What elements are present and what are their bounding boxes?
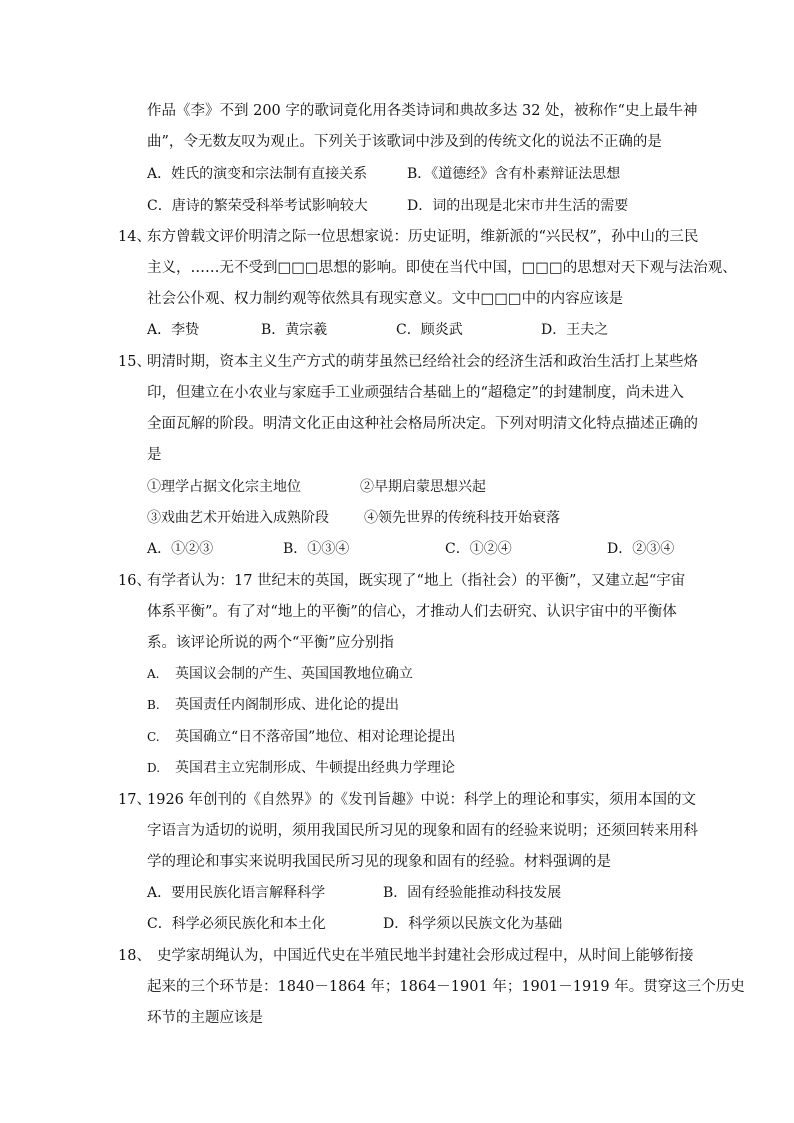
q16-option-d: 英国君主立宪制形成、牛顿提出经典力学理论 xyxy=(175,760,455,776)
q15-line-2: 印，但建立在小农业与家庭手工业顽强结合基础上的“超稳定”的封建制度，尚未进入 xyxy=(147,385,684,401)
q13-option-b: B．《道德经》含有朴素辩证法思想 xyxy=(407,166,621,182)
q15-line-4: 是 xyxy=(147,447,162,463)
q15-item-3: ③戏曲艺术开始进入成熟阶段 xyxy=(147,510,329,526)
q16-letter-d: D. xyxy=(147,761,161,775)
q15-line-1: 明清时期，资本主义生产方式的萌芽虽然已经给社会的经济生活和政治生活打上某些烙 xyxy=(147,354,698,370)
q15-item-4: ④领先世界的传统科技开始衰落 xyxy=(364,510,560,526)
q15-option-b: B．①③④ xyxy=(283,541,350,557)
q16-option-c: 英国确立“日不落帝国”地位、相对论理论提出 xyxy=(175,729,456,745)
q14-line-3: 社会公仆观、权力制约观等依然具有现实意义。文中□□□中的内容应该是 xyxy=(147,291,624,307)
q13-line-1: 作品《李》不到 200 字的歌词竟化用各类诗词和典故多达 32 处，被称作“史上最牛神 xyxy=(147,103,698,119)
q13-option-d: D．词的出现是北宋市井生活的需要 xyxy=(407,198,629,214)
q18-number: 18、 xyxy=(118,948,151,964)
q15-item-1: ①理学占据文化宗主地位 xyxy=(147,479,301,495)
q14-line-1: 东方曾载文评价明清之际一位思想家说：历史证明，维新派的“兴民权”，孙中山的三民 xyxy=(147,229,699,245)
q14-number: 14、 xyxy=(118,229,151,245)
q17-option-d: D．科学须以民族文化为基础 xyxy=(383,916,563,932)
q15-option-a: A．①②③ xyxy=(147,541,214,557)
q17-line-3: 学的理论和事实来说明我国民所习见的现象和固有的经验。材料强调的是 xyxy=(147,854,611,870)
q17-line-2: 字语言为适切的说明，须用我国民所习见的现象和固有的经验来说明；还须回转来用科 xyxy=(147,823,698,839)
q14-line-2: 主义，……无不受到□□□思想的影响。即使在当代中国，□□□的思想对天下观与法治观、 xyxy=(147,260,737,276)
q18-line-3: 环节的主题应该是 xyxy=(147,1010,263,1026)
q18-line-1: 史学家胡绳认为，中国近代史在半殖民地半封建社会形成过程中，从时间上能够衔接 xyxy=(157,948,694,964)
q17-option-b: B．固有经验能推动科技发展 xyxy=(383,885,562,901)
q14-option-b: B．黄宗羲 xyxy=(261,322,328,338)
q14-option-d: D．王夫之 xyxy=(541,322,609,338)
q17-option-c: C．科学必须民族化和本土化 xyxy=(147,916,326,932)
q15-line-3: 全面瓦解的阶段。明清文化正由这种社会格局所决定。下列对明清文化特点描述正确的 xyxy=(147,416,698,432)
q15-option-c: C．①②④ xyxy=(445,541,512,557)
q17-line-1: 1926 年创刊的《自然界》的《发刊旨趣》中说：科学上的理论和事实，须用本国的文 xyxy=(147,792,697,808)
q16-option-b: 英国责任内阁制形成、进化论的提出 xyxy=(175,697,399,713)
q13-line-2: 曲”，令无数友叹为观止。下列关于该歌词中涉及到的传统文化的说法不正确的是 xyxy=(147,134,662,150)
q15-option-d: D．②③④ xyxy=(607,541,675,557)
q16-letter-c: C. xyxy=(147,730,160,744)
q13-option-a: A．姓氏的演变和宗法制有直接关系 xyxy=(147,166,368,182)
q16-line-2: 体系平衡”。有了对“地上的平衡”的信心，才推动人们去研究、认识宇宙中的平衡体 xyxy=(147,604,677,620)
q16-letter-a: A. xyxy=(147,667,160,681)
q16-option-a: 英国议会制的产生、英国国教地位确立 xyxy=(175,666,413,682)
q15-item-2: ②早期启蒙思想兴起 xyxy=(360,479,486,495)
q14-option-c: C．顾炎武 xyxy=(396,322,463,338)
q16-line-3: 系。该评论所说的两个“平衡”应分别指 xyxy=(147,635,394,651)
q16-letter-b: B. xyxy=(147,698,160,712)
q17-option-a: A．要用民族化语言解释科学 xyxy=(147,885,326,901)
q13-option-c: C．唐诗的繁荣受科举考试影响较大 xyxy=(147,198,368,214)
q16-line-1: 有学者认为：17 世纪末的英国，既实现了“地上（指社会）的平衡”，又建立起“宇宙 xyxy=(147,573,686,589)
q15-number: 15、 xyxy=(118,354,151,370)
q18-line-2: 起来的三个环节是：1840－1864 年；1864－1901 年；1901－1919 年。贯穿这三个历史 xyxy=(147,979,745,995)
q16-number: 16、 xyxy=(118,573,151,589)
q17-number: 17、 xyxy=(118,792,151,808)
q14-option-a: A．李贽 xyxy=(147,322,200,338)
